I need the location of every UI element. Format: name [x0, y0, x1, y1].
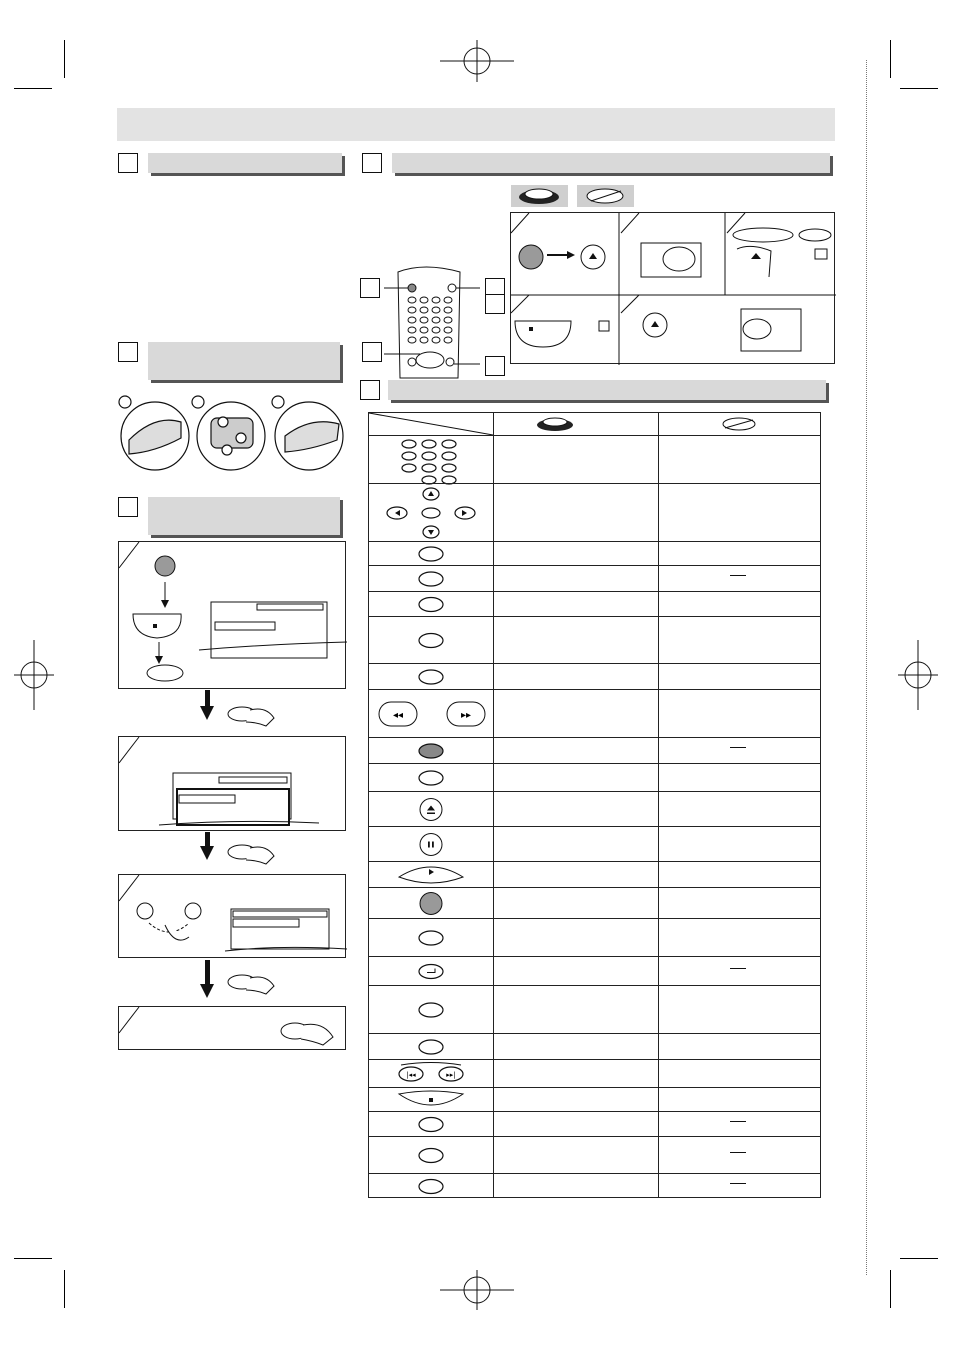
callout-box: [362, 342, 382, 362]
svg-text:◂◂: ◂◂: [392, 710, 404, 721]
table-row: [369, 1033, 820, 1060]
cd-disc-icon: [719, 415, 759, 433]
oval-button-icon: [369, 617, 493, 664]
oval-button-icon: [369, 986, 493, 1034]
table-row: [369, 565, 820, 592]
table-row: [369, 887, 820, 919]
step-panel-2: [118, 736, 346, 831]
table-row: [369, 737, 820, 764]
dvd-disc-icon: [535, 415, 575, 433]
step-panel-1: [118, 541, 346, 689]
section-number-box: [118, 153, 138, 173]
table-row: [369, 591, 820, 617]
section-header: [392, 153, 830, 173]
stop-button-icon: [369, 1088, 493, 1112]
table-row: [369, 1111, 820, 1137]
page-banner: [117, 108, 835, 141]
disc-type-labels: [511, 185, 641, 207]
table-row: [369, 1136, 820, 1174]
pause-button-icon: [369, 827, 493, 862]
oval-button-icon: [369, 566, 493, 592]
section-number-box: [362, 153, 382, 173]
table-row: [369, 826, 820, 862]
battery-install-illustration: [115, 392, 355, 472]
oval-button-icon: [369, 764, 493, 792]
table-row: [369, 1059, 820, 1088]
svg-text:▸▸: ▸▸: [460, 710, 472, 721]
svg-text:▸▸|: ▸▸|: [446, 1071, 456, 1079]
table-row: [369, 1173, 820, 1199]
not-applicable-dash: [730, 968, 746, 969]
section-number-box: [118, 497, 138, 517]
callout-box: [485, 356, 505, 376]
playback-steps-panel: [510, 212, 835, 364]
table-row: [369, 689, 820, 738]
number-keypad-icon: [369, 436, 493, 484]
grey-oval-button-icon: [369, 738, 493, 764]
svg-text:|◂◂: |◂◂: [406, 1071, 416, 1079]
hand-press-icon: [226, 842, 276, 868]
hand-press-icon: [226, 704, 276, 730]
not-applicable-dash: [730, 747, 746, 748]
table-row: [369, 541, 820, 566]
callout-box: [360, 278, 380, 298]
not-applicable-dash: [730, 1152, 746, 1153]
return-button-icon: [369, 957, 493, 986]
oval-button-icon: [369, 1137, 493, 1174]
not-applicable-dash: [730, 575, 746, 576]
callout-box: [485, 294, 505, 314]
section-header: [148, 153, 342, 173]
table-row: [369, 435, 820, 484]
oval-button-icon: [369, 1112, 493, 1137]
table-row: [369, 663, 820, 690]
table-row: [369, 985, 820, 1034]
play-button-icon: [369, 862, 493, 888]
step-panel-4: [118, 1006, 346, 1050]
not-applicable-dash: [730, 1121, 746, 1122]
arrow-pad-icon: [369, 484, 493, 542]
eject-button-icon: [369, 792, 493, 827]
hand-press-icon: [226, 972, 276, 998]
section-number-box: [118, 342, 138, 362]
search-buttons-icon: [369, 690, 493, 738]
table-row: [369, 483, 820, 542]
not-applicable-dash: [730, 1183, 746, 1184]
table-row: [369, 861, 820, 888]
oval-button-icon: [369, 592, 493, 617]
table-row: [369, 918, 820, 957]
table-row: [369, 763, 820, 792]
section-header: [148, 342, 340, 380]
table-row: [369, 616, 820, 664]
step-panel-3: [118, 874, 346, 958]
skip-buttons-icon: [369, 1060, 493, 1088]
table-row: [369, 791, 820, 827]
operation-table: [368, 412, 821, 1198]
oval-button-icon: [369, 1034, 493, 1060]
oval-button-icon: [369, 1174, 493, 1199]
table-row: [369, 956, 820, 986]
section-header: [148, 497, 340, 535]
table-row: [369, 1087, 820, 1112]
oval-button-icon: [369, 542, 493, 566]
oval-button-icon: [369, 664, 493, 690]
round-grey-button-icon: [369, 888, 493, 919]
oval-button-icon: [369, 919, 493, 957]
